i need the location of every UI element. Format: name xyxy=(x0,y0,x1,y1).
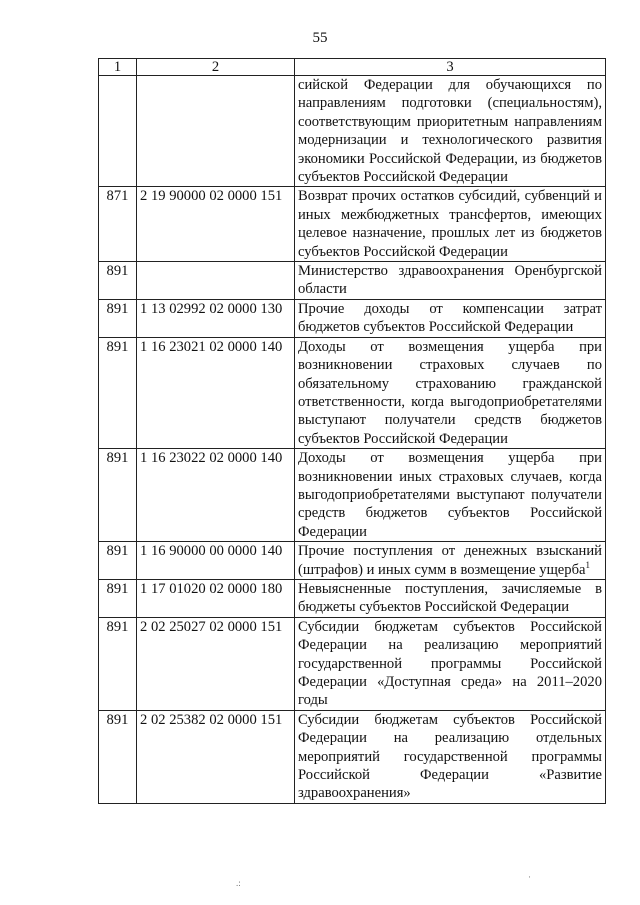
page-number: 55 xyxy=(312,30,328,46)
column-header-admin: 1 xyxy=(99,59,137,76)
description-cell xyxy=(295,187,606,262)
column-header-description: 3 xyxy=(295,59,606,76)
description-text: Прочие доходы от компенсации затрат бюджетов субъектов Российской Федерации xyxy=(298,300,602,336)
budget-code-cell: 1 13 02992 02 0000 130 xyxy=(137,299,295,337)
table-row xyxy=(99,542,606,580)
budget-code-cell: 1 17 01020 02 0000 180 xyxy=(137,579,295,617)
admin-code-cell: 871 xyxy=(99,187,137,262)
scan-speck: · xyxy=(528,872,531,882)
description-cell xyxy=(295,579,606,617)
admin-code-cell: 891 xyxy=(99,542,137,580)
admin-code-cell: 891 xyxy=(99,337,137,448)
table-row xyxy=(99,449,606,542)
description-cell xyxy=(295,76,606,187)
description-cell xyxy=(295,299,606,337)
admin-code-cell: 891 xyxy=(99,710,137,803)
budget-code-cell: 1 16 23021 02 0000 140 xyxy=(137,337,295,448)
budget-code-cell: 1 16 23022 02 0000 140 xyxy=(137,449,295,542)
table-row xyxy=(99,299,606,337)
budget-code-cell xyxy=(137,262,295,300)
budget-code-cell: 1 16 90000 00 0000 140 xyxy=(137,542,295,580)
description-text: Возврат прочих остатков субсидий, субвенций и иных межбюджетных трансфертов, имеющих целевое назначение, прошлых лет из бюджетов субъектов Российской Федерации xyxy=(298,188,602,260)
admin-code-cell: 891 xyxy=(99,579,137,617)
table-row xyxy=(99,262,606,300)
table-row xyxy=(99,579,606,617)
admin-code-cell xyxy=(99,76,137,187)
budget-code-cell: 2 02 25382 02 0000 151 xyxy=(137,710,295,803)
admin-code-cell: 891 xyxy=(99,617,137,710)
scan-speck: .: xyxy=(236,878,241,888)
table-row xyxy=(99,76,606,187)
table-body xyxy=(99,76,606,804)
description-text: Невыясненные поступления, зачисляемые в бюджеты субъектов Российской Федерации xyxy=(298,580,602,616)
table-row xyxy=(99,187,606,262)
table-header-row xyxy=(99,59,606,76)
table-row xyxy=(99,337,606,448)
column-header-code: 2 xyxy=(137,59,295,76)
budget-codes-table xyxy=(98,58,606,804)
description-cell xyxy=(295,617,606,710)
description-cell xyxy=(295,542,606,580)
description-text: Министерство здравоохранения Оренбургской области xyxy=(298,263,602,298)
description-text: Доходы от возмещения ущерба при возникновении страховых случаев по обязательному страхованию гражданской ответственности, когда выгодоприобретателями выступают получатели средств бюджетов субъектов Российской Федерации xyxy=(298,338,602,447)
description-cell xyxy=(295,710,606,803)
description-cell xyxy=(295,262,606,300)
description-cell xyxy=(295,449,606,542)
description-text: Субсидии бюджетам субъектов Российской Федерации на реализацию отдельных мероприятий государственной программы Российской Федерации «Развитие здравоохранения» xyxy=(298,711,602,802)
table-row xyxy=(99,617,606,710)
budget-code-cell: 2 19 90000 02 0000 151 xyxy=(137,187,295,262)
budget-code-cell xyxy=(137,76,295,187)
description-text: Субсидии бюджетам субъектов Российской Федерации на реализацию мероприятий государственной программы Российской Федерации «Доступная среда» на 2011–2020 годы xyxy=(298,618,602,709)
description-text: Прочие поступления от денежных взысканий (штрафов) и иных сумм в возмещение ущерба xyxy=(298,543,602,578)
footnote-marker: 1 xyxy=(585,559,590,570)
admin-code-cell: 891 xyxy=(99,449,137,542)
admin-code-cell: 891 xyxy=(99,262,137,300)
description-text: сийской Федерации для обучающихся по направлениям подготовки (специальностям), соответствующим приоритетным направлениям модернизации и технологического развития экономики Российской Федерации, из бюджетов субъектов Российской Федерации xyxy=(298,77,602,186)
description-cell xyxy=(295,337,606,448)
table-row xyxy=(99,710,606,803)
description-text: Доходы от возмещения ущерба при возникновении иных страховых случаев, когда выгодоприобретателями выступают получатели средств бюджетов субъектов Российской Федерации xyxy=(298,450,602,540)
admin-code-cell: 891 xyxy=(99,299,137,337)
budget-code-cell: 2 02 25027 02 0000 151 xyxy=(137,617,295,710)
